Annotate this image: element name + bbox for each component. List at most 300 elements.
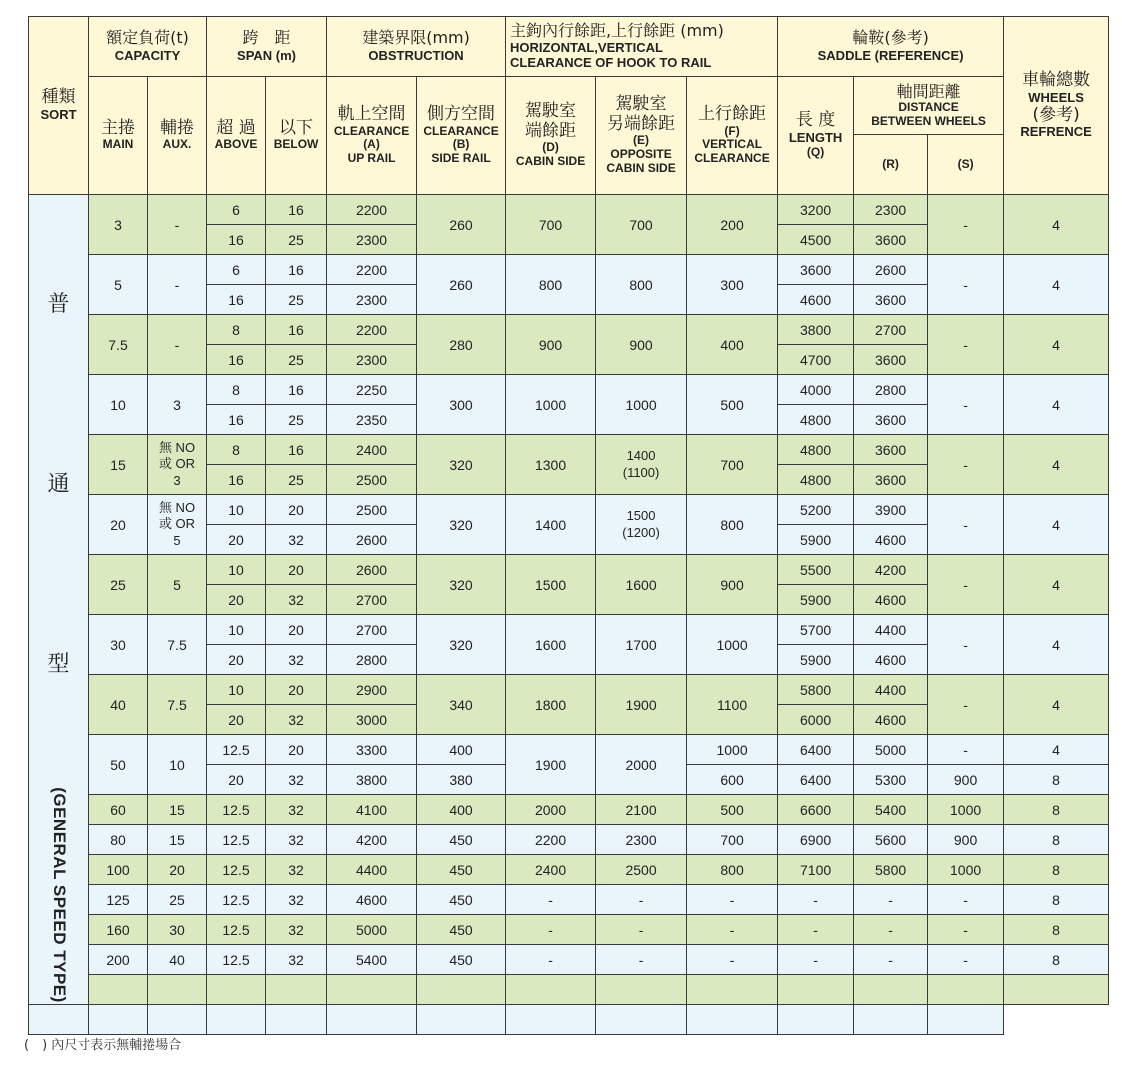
span-above: 10 [207,615,266,645]
span-below: 16 [266,375,327,405]
span-below: 25 [266,285,327,315]
clearance-a: 5400 [327,945,417,975]
wheels: 8 [1004,885,1109,915]
span-above: 8 [207,435,266,465]
clearance-d-header: 駕駛室 端餘距 (D) CABIN SIDE [506,77,596,195]
distance-r: 4400 [854,675,928,705]
clearance-e: 1700 [596,615,687,675]
clearance-a: 3800 [327,765,417,795]
span-below: 32 [266,825,327,855]
span-below: 32 [266,855,327,885]
empty-cell [928,1005,1004,1035]
span-above: 16 [207,285,266,315]
clearance-d: 800 [506,255,596,315]
table-row [29,885,1109,915]
aux-capacity [148,435,207,495]
aux-capacity-line: 無 NO [158,440,196,456]
span-above: 10 [207,555,266,585]
table-row [29,555,1109,585]
clearance-a: 4400 [327,855,417,885]
clearance-f: 1000 [687,735,778,765]
aux-capacity-line: 或 OR [158,516,196,532]
length-q: 3200 [778,195,854,225]
clearance-d: - [506,885,596,915]
empty-cell [596,975,687,1005]
empty-cell [596,1005,687,1035]
distance-s: 900 [928,825,1004,855]
wheels: 4 [1004,615,1109,675]
clearance-f: 200 [687,195,778,255]
distance-r: 3900 [854,495,928,525]
main-capacity: 200 [89,945,148,975]
clearance-b: 280 [417,315,506,375]
clearance-b: 340 [417,675,506,735]
wheels: 8 [1004,765,1109,795]
table-row [29,615,1109,645]
clearance-e [596,495,687,555]
length-q: 4800 [778,405,854,435]
distance-s-header: (S) [928,135,1004,195]
wheels: 4 [1004,555,1109,615]
sort-cell [29,195,89,1005]
main-capacity: 15 [89,435,148,495]
span-above: 12.5 [207,825,266,855]
clearance-d: 2000 [506,795,596,825]
span-header: 跨 距 SPAN (m) [207,17,327,77]
distance-r: 3600 [854,405,928,435]
clearance-e-line: 1500 [626,508,656,524]
main-capacity: 100 [89,855,148,885]
aux-capacity: - [148,195,207,255]
length-q: 6400 [778,765,854,795]
clearance-e: 800 [596,255,687,315]
clearance-d: 1300 [506,435,596,495]
length-q: 6400 [778,735,854,765]
table-row [29,495,1109,525]
span-below: 20 [266,555,327,585]
clearance-b: 400 [417,735,506,765]
distance-r: 3600 [854,465,928,495]
clearance-f: - [687,885,778,915]
clearance-e: - [596,885,687,915]
span-below: 25 [266,345,327,375]
span-below: 16 [266,255,327,285]
main-capacity: 160 [89,915,148,945]
length-q: 6900 [778,825,854,855]
distance-r: 5300 [854,765,928,795]
clearance-a: 2250 [327,375,417,405]
length-q: 4600 [778,285,854,315]
span-below: 16 [266,435,327,465]
clearance-f: - [687,915,778,945]
span-above: 16 [207,345,266,375]
clearance-f: 600 [687,765,778,795]
wheels: 8 [1004,855,1109,885]
aux-capacity-line: 或 OR [158,456,196,472]
aux-capacity: - [148,255,207,315]
distance-r: 5400 [854,795,928,825]
aux-capacity: 30 [148,915,207,945]
length-q: 5900 [778,525,854,555]
wheels: 8 [1004,825,1109,855]
length-q-header: 長 度 LENGTH (Q) [778,77,854,195]
empty-cell [207,975,266,1005]
main-capacity: 50 [89,735,148,795]
distance-r: 4400 [854,615,928,645]
capacity-header: 額定負荷(t) CAPACITY [89,17,207,77]
sort-english-label: (GENERAL SPEED TYPE) [49,787,69,1003]
span-below: 32 [266,945,327,975]
span-below: 16 [266,315,327,345]
table-row [29,675,1109,705]
table-row [29,195,1109,225]
span-above: 12.5 [207,915,266,945]
below-header: 以下 BELOW [266,77,327,195]
clearance-a: 2600 [327,555,417,585]
distance-s: - [928,615,1004,675]
clearance-f: 500 [687,795,778,825]
clearance-a: 4600 [327,885,417,915]
clearance-f: 700 [687,825,778,855]
clearance-f: 500 [687,375,778,435]
aux-capacity: 7.5 [148,615,207,675]
clearance-d: 2200 [506,825,596,855]
clearance-b: 260 [417,255,506,315]
distance-s: - [928,735,1004,765]
distance-r: 2700 [854,315,928,345]
clearance-b: 320 [417,615,506,675]
distance-r: - [854,945,928,975]
wheels: 8 [1004,945,1109,975]
empty-cell [148,1005,207,1035]
length-q: - [778,945,854,975]
empty-cell [687,1005,778,1035]
clearance-a: 2500 [327,465,417,495]
clearance-f: 1000 [687,615,778,675]
main-capacity: 60 [89,795,148,825]
clearance-a: 2350 [327,405,417,435]
distance-s: - [928,915,1004,945]
clearance-a: 2300 [327,345,417,375]
main-header: 主捲 MAIN [89,77,148,195]
length-q: 6000 [778,705,854,735]
distance-s: - [928,945,1004,975]
clearance-a: 2500 [327,495,417,525]
clearance-d: 1500 [506,555,596,615]
empty-cell [266,1005,327,1035]
clearance-e-line: 1400 [626,448,656,464]
main-capacity: 40 [89,675,148,735]
clearance-e-header: 駕駛室 另端餘距 (E) OPPOSITE CABIN SIDE [596,77,687,195]
clearance-f: - [687,945,778,975]
length-q: 3800 [778,315,854,345]
length-q: 5900 [778,585,854,615]
empty-row [29,1005,1109,1035]
span-above: 6 [207,255,266,285]
distance-r: 4600 [854,585,928,615]
clearance-a: 2300 [327,285,417,315]
empty-cell [854,975,928,1005]
clearance-e: 900 [596,315,687,375]
wheels: 4 [1004,255,1109,315]
length-q: 4700 [778,345,854,375]
length-q: 5500 [778,555,854,585]
span-above: 20 [207,525,266,555]
distance-s: - [928,885,1004,915]
main-capacity: 3 [89,195,148,255]
clearance-a: 2900 [327,675,417,705]
clearance-a: 3000 [327,705,417,735]
clearance-e-line: (1200) [622,524,660,540]
empty-cell [417,1005,506,1035]
distance-header: 軸間距離 DISTANCE BETWEEN WHEELS [854,77,1004,135]
table-row [29,795,1109,825]
aux-capacity: 40 [148,945,207,975]
span-above: 12.5 [207,855,266,885]
length-q: 5700 [778,615,854,645]
span-above: 10 [207,495,266,525]
span-above: 10 [207,675,266,705]
clearance-d: 1800 [506,675,596,735]
empty-cell [89,975,148,1005]
main-capacity: 30 [89,615,148,675]
obstruction-header: 建築界限(mm) OBSTRUCTION [327,17,506,77]
empty-cell [778,975,854,1005]
distance-r: 2600 [854,255,928,285]
main-capacity: 125 [89,885,148,915]
clearance-a: 2200 [327,195,417,225]
empty-cell [327,975,417,1005]
span-below: 32 [266,705,327,735]
clearance-a: 3300 [327,735,417,765]
aux-capacity-line: 3 [173,472,181,488]
distance-r: 3600 [854,435,928,465]
aux-capacity: 3 [148,375,207,435]
distance-r: 3600 [854,345,928,375]
clearance-e-line: (1100) [622,464,660,480]
clearance-b: 450 [417,855,506,885]
span-above: 16 [207,405,266,435]
wheels: 8 [1004,915,1109,945]
sort-char: 型 [47,652,70,677]
aux-capacity-line: 無 NO [158,500,196,516]
clearance-e: 2000 [596,735,687,795]
length-q: 6600 [778,795,854,825]
empty-cell [148,975,207,1005]
span-above: 16 [207,465,266,495]
clearance-b: 450 [417,825,506,855]
clearance-a: 2700 [327,585,417,615]
clearance-d: - [506,915,596,945]
clearance-b: 380 [417,765,506,795]
clearance-b: 400 [417,795,506,825]
distance-r: 2300 [854,195,928,225]
empty-cell [89,1005,148,1035]
empty-cell [417,975,506,1005]
clearance-e: 2500 [596,855,687,885]
saddle-header: 輪鞍(參考) SADDLE (REFERENCE) [778,17,1004,77]
table-row [29,735,1109,765]
length-q: 4800 [778,465,854,495]
clearance-d: 2400 [506,855,596,885]
distance-r-header: (R) [854,135,928,195]
wheels: 4 [1004,495,1109,555]
span-below: 20 [266,615,327,645]
distance-r: 2800 [854,375,928,405]
span-below: 16 [266,195,327,225]
distance-r: 5800 [854,855,928,885]
distance-r: 4600 [854,525,928,555]
clearance-b: 320 [417,555,506,615]
table-row [29,915,1109,945]
clearance-b: 450 [417,915,506,945]
clearance-f: 800 [687,495,778,555]
aux-capacity: 25 [148,885,207,915]
empty-cell [778,1005,854,1035]
aux-capacity-line: 5 [173,532,181,548]
distance-s: - [928,315,1004,375]
main-capacity: 25 [89,555,148,615]
span-below: 32 [266,765,327,795]
clearance-a-header: 軌上空間 CLEARANCE (A) UP RAIL [327,77,417,195]
aux-capacity [148,495,207,555]
clearance-a: 2200 [327,315,417,345]
clearance-b: 260 [417,195,506,255]
clearance-e: 700 [596,195,687,255]
length-q: 4800 [778,435,854,465]
distance-s: - [928,255,1004,315]
main-capacity: 80 [89,825,148,855]
clearance-b: 300 [417,375,506,435]
clearance-b: 320 [417,435,506,495]
span-below: 32 [266,645,327,675]
empty-cell [506,1005,596,1035]
aux-capacity: 10 [148,735,207,795]
empty-cell [207,1005,266,1035]
table-row [29,825,1109,855]
empty-cell [266,975,327,1005]
span-above: 8 [207,375,266,405]
clearance-e [596,435,687,495]
length-q: - [778,915,854,945]
distance-r: - [854,915,928,945]
clearance-f: 700 [687,435,778,495]
wheels: 4 [1004,195,1109,255]
main-capacity: 20 [89,495,148,555]
main-capacity: 7.5 [89,315,148,375]
clearance-f: 400 [687,315,778,375]
span-below: 20 [266,495,327,525]
table-row [29,315,1109,345]
hook-clearance-header: 主鉤內行餘距,上行餘距 (mm) HORIZONTAL,VERTICAL CLEARANCE OF HOOK TO RAIL [506,17,778,77]
table-row [29,945,1109,975]
wheels: 4 [1004,435,1109,495]
table-row [29,855,1109,885]
empty-cell [928,975,1004,1005]
footnote: ( ) 內尺寸表示無輔捲場合 [24,1038,182,1053]
clearance-d: 1600 [506,615,596,675]
clearance-e: - [596,915,687,945]
span-below: 32 [266,795,327,825]
clearance-a: 2700 [327,615,417,645]
span-above: 20 [207,645,266,675]
length-q: 4000 [778,375,854,405]
table-row [29,435,1109,465]
span-below: 32 [266,885,327,915]
span-above: 16 [207,225,266,255]
span-below: 32 [266,915,327,945]
span-below: 32 [266,525,327,555]
above-header: 超 過 ABOVE [207,77,266,195]
distance-s: - [928,375,1004,435]
empty-cell [854,1005,928,1035]
empty-cell [327,1005,417,1035]
wheels: 4 [1004,675,1109,735]
distance-s: 1000 [928,855,1004,885]
clearance-d: 700 [506,195,596,255]
clearance-d: - [506,945,596,975]
clearance-f: 1100 [687,675,778,735]
clearance-a: 2600 [327,525,417,555]
distance-r: 4600 [854,705,928,735]
clearance-f: 300 [687,255,778,315]
wheels: 4 [1004,315,1109,375]
clearance-d: 1000 [506,375,596,435]
sort-header: 種類 SORT [29,17,89,195]
wheels: 8 [1004,795,1109,825]
clearance-e: 1600 [596,555,687,615]
clearance-a: 4100 [327,795,417,825]
distance-s: 900 [928,765,1004,795]
aux-header: 輔捲 AUX. [148,77,207,195]
aux-capacity: - [148,315,207,375]
span-above: 20 [207,705,266,735]
clearance-f: 900 [687,555,778,615]
clearance-b: 450 [417,885,506,915]
span-above: 20 [207,585,266,615]
wheels: 4 [1004,375,1109,435]
main-capacity: 5 [89,255,148,315]
clearance-d: 1900 [506,735,596,795]
span-above: 12.5 [207,795,266,825]
distance-r: 4200 [854,555,928,585]
table-row [29,375,1109,405]
main-capacity: 10 [89,375,148,435]
aux-capacity: 20 [148,855,207,885]
wheels-header: 車輪總數 WHEELS (參考) REFRENCE [1004,17,1109,195]
aux-capacity: 5 [148,555,207,615]
span-above: 20 [207,765,266,795]
span-below: 32 [266,585,327,615]
clearance-d: 1400 [506,495,596,555]
length-q: 7100 [778,855,854,885]
span-above: 12.5 [207,885,266,915]
clearance-f: 800 [687,855,778,885]
clearance-d: 900 [506,315,596,375]
empty-cell [506,975,596,1005]
empty-row [29,975,1109,1005]
clearance-b-header: 側方空間 CLEARANCE (B) SIDE RAIL [417,77,506,195]
length-q: 5900 [778,645,854,675]
distance-s: - [928,675,1004,735]
clearance-f-header: 上行餘距 (F) VERTICAL CLEARANCE [687,77,778,195]
distance-s: - [928,435,1004,495]
span-above: 12.5 [207,735,266,765]
clearance-a: 2200 [327,255,417,285]
clearance-a: 2400 [327,435,417,465]
clearance-e: 1000 [596,375,687,435]
length-q: 3600 [778,255,854,285]
